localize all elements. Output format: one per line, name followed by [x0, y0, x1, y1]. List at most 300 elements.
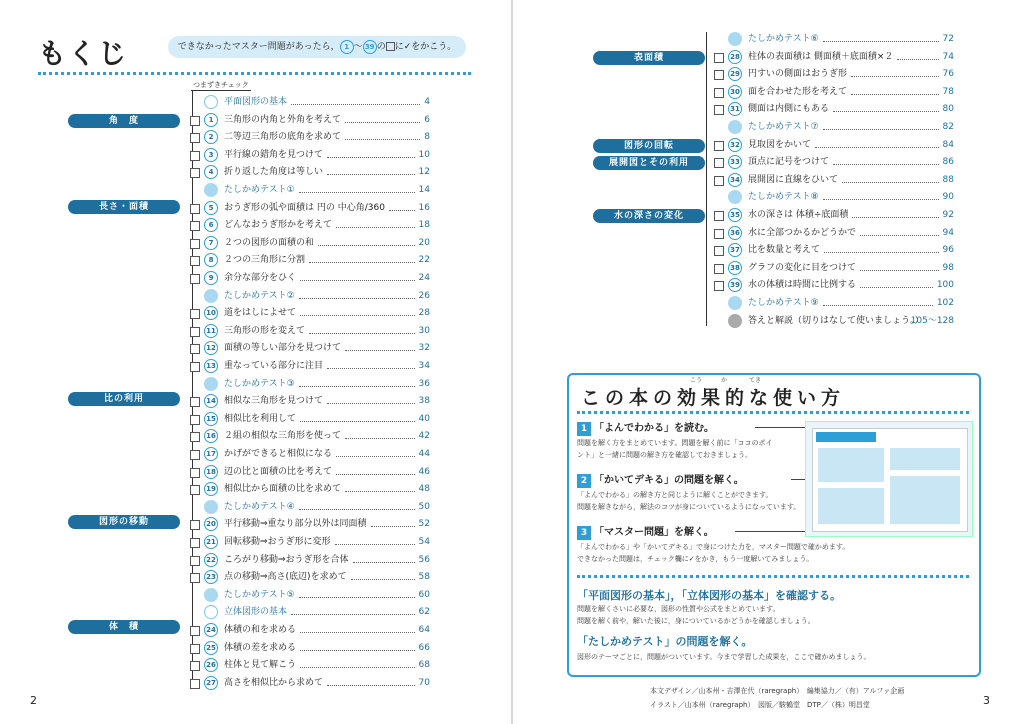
- checkbox[interactable]: [190, 520, 200, 530]
- checkbox[interactable]: [190, 573, 200, 583]
- checkbox[interactable]: [190, 309, 200, 319]
- toc-lesson-row: [190, 200, 430, 216]
- toc-lesson-row: [190, 323, 430, 339]
- lesson-title: たしかめテスト①: [224, 185, 295, 195]
- connector-line-2: [791, 479, 805, 480]
- checkbox[interactable]: [190, 397, 200, 407]
- checkbox[interactable]: [190, 415, 200, 425]
- dot-leader: [291, 104, 420, 105]
- section-basics-desc-line: 問題を解くさいに必要な，図形の性質や公式をまとめています。: [577, 605, 780, 613]
- dot-leader: [336, 474, 415, 475]
- dot-leader: [351, 579, 415, 580]
- toc-lesson-row: [190, 675, 430, 691]
- lesson-title: 面積の等しい部分を見つけて: [224, 343, 342, 354]
- page-ref: 18: [418, 220, 430, 231]
- page-ref: 80: [942, 104, 954, 115]
- page-ref: 50: [418, 501, 430, 512]
- toc-lesson-row: [190, 622, 430, 638]
- checkbox[interactable]: [714, 246, 724, 256]
- lesson-title: グラフの変化に目をつけて: [748, 262, 857, 273]
- thumbnail-block: [890, 448, 960, 470]
- dot-leader: [851, 76, 939, 77]
- left-page: [0, 0, 511, 724]
- lesson-number-badge: 22: [204, 553, 218, 567]
- dot-leader: [327, 685, 415, 686]
- howto-box: [567, 373, 981, 677]
- checkbox[interactable]: [190, 204, 200, 214]
- instruction-after: に✓をかこう。: [394, 42, 457, 52]
- checkbox[interactable]: [190, 468, 200, 478]
- dot-leader: [852, 217, 939, 218]
- page-ref: 68: [418, 660, 430, 671]
- lesson-title: 頂点に記号をつけて: [748, 157, 830, 168]
- lesson-title: かげができると相似になる: [224, 449, 333, 459]
- checkbox[interactable]: [190, 116, 200, 126]
- toc-lesson-row: [190, 112, 430, 128]
- lesson-number-badge: [204, 289, 218, 303]
- toc-lesson-row: [190, 270, 430, 286]
- toc-lesson-row: [190, 464, 430, 480]
- checkbox[interactable]: [190, 344, 200, 354]
- page-ref: 24: [418, 273, 430, 283]
- ruby-teki: てき: [749, 377, 762, 384]
- lesson-title: 円すいの側面はおうぎ形: [748, 69, 848, 80]
- dot-leader: [300, 632, 415, 633]
- lesson-number-badge: 31: [728, 102, 742, 116]
- lesson-number-badge: 27: [204, 676, 218, 690]
- lesson-title: 水の体積は時間に比例する: [748, 280, 857, 291]
- page-ref: 102: [936, 298, 954, 308]
- lesson-title: 回転移動⇒おうぎ形に変形: [224, 537, 331, 547]
- category-pill: 体 積: [68, 620, 180, 634]
- dot-leader: [823, 199, 939, 200]
- title-dotted-rule: [38, 72, 471, 75]
- dot-leader: [300, 667, 415, 668]
- checkbox[interactable]: [190, 432, 200, 442]
- category-pill: 長さ・面積: [68, 200, 180, 214]
- section-basics-desc: [577, 603, 815, 627]
- connector-line-1: [755, 427, 805, 428]
- toc-lesson-row: [190, 411, 430, 427]
- dot-leader: [345, 438, 415, 439]
- step-3-text: 「マスター問題」を解く。: [594, 527, 714, 538]
- lesson-number-badge: 25: [204, 641, 218, 655]
- lesson-number-badge: 18: [204, 465, 218, 479]
- lesson-number-badge: [204, 588, 218, 602]
- toc-test-row: [714, 119, 954, 135]
- checkbox[interactable]: [190, 485, 200, 495]
- lesson-number-badge: 36: [728, 226, 742, 240]
- lesson-title: たしかめテスト②: [224, 290, 295, 301]
- credits-line-1: 本文デザイン／山本州・吉澤在代（raregraph） 編集協力／（有）アルファ企画: [650, 687, 905, 695]
- step-2-heading: [577, 471, 744, 488]
- page-ref: 38: [418, 396, 430, 407]
- toc-lesson-row: [190, 340, 430, 356]
- instruction-checkbox: [386, 42, 395, 51]
- sample-page-thumbnail: [805, 421, 973, 537]
- instruction-num-end: 39: [363, 40, 377, 54]
- toc-lesson-row: [190, 481, 430, 497]
- page-ref: 62: [418, 607, 430, 618]
- lesson-title: 面を合わせた形を考えて: [748, 86, 848, 97]
- lesson-number-badge: [204, 183, 218, 197]
- lesson-title: ２つの図形の面積の和: [224, 237, 315, 248]
- page-ref: 46: [418, 466, 430, 477]
- checkbox[interactable]: [190, 538, 200, 548]
- thumbnail-block: [818, 488, 884, 524]
- dot-leader: [318, 245, 415, 246]
- step-3-heading: [577, 523, 714, 540]
- dot-leader: [336, 227, 415, 228]
- lesson-title: たしかめテスト③: [224, 378, 295, 389]
- lesson-title: 三角形の内角と外角を考えて: [224, 114, 342, 125]
- howto-title: この本の効果的な使い方: [581, 387, 846, 409]
- dot-leader: [823, 41, 939, 42]
- dot-leader: [345, 350, 415, 351]
- lesson-number-badge: [204, 605, 218, 619]
- lesson-number-badge: [204, 500, 218, 514]
- page-ref: 12: [418, 167, 430, 178]
- checkbox[interactable]: [714, 70, 724, 80]
- page-ref: 88: [942, 174, 954, 185]
- page-ref: 70: [418, 677, 430, 688]
- dot-leader: [327, 403, 415, 404]
- toc-section-row: [190, 604, 430, 620]
- step-2-desc-line: 「よんでわかる」の解き方と同じように解くことができます。: [577, 491, 773, 499]
- checkbox[interactable]: [190, 556, 200, 566]
- lesson-number-badge: 34: [728, 173, 742, 187]
- toc-test-row: [190, 587, 430, 603]
- toc-answer-row: [714, 313, 954, 329]
- dot-leader: [345, 122, 420, 123]
- step-1-number: 1: [577, 422, 591, 436]
- lesson-title: 答えと解説（切りはなして使いましょう。）: [748, 315, 924, 326]
- category-pill: 図形の移動: [68, 515, 180, 529]
- page-ref: 82: [942, 122, 954, 132]
- toc-lesson-row: [190, 516, 430, 532]
- lesson-number-badge: 19: [204, 482, 218, 496]
- toc-lesson-row: [190, 428, 430, 444]
- lesson-title: 見取図をかいて: [748, 139, 812, 150]
- lesson-title: 立体図形の基本: [224, 607, 288, 618]
- page-ref: 32: [418, 343, 430, 354]
- lesson-number-badge: 7: [204, 236, 218, 250]
- lesson-number-badge: 35: [728, 208, 742, 222]
- lesson-title: 柱体の表面積は 側面積＋底面積×２: [748, 51, 894, 62]
- dot-leader: [300, 280, 415, 281]
- checkbox[interactable]: [190, 450, 200, 460]
- ruby-kou: こう: [690, 377, 703, 384]
- section-test-heading: 「たしかめテスト」の問題を解く。: [577, 635, 753, 648]
- lesson-title: 側面は内側にもある: [748, 104, 830, 115]
- checkbox[interactable]: [190, 168, 200, 178]
- lesson-number-badge: [728, 190, 742, 204]
- lesson-title: 水の深さは 体積÷底面積: [748, 210, 849, 220]
- dot-leader: [345, 139, 420, 140]
- instruction-num-start: 1: [340, 40, 354, 54]
- checkbox[interactable]: [714, 141, 724, 151]
- lesson-number-badge: 17: [204, 447, 218, 461]
- lesson-number-badge: [728, 314, 742, 328]
- page-ref: 48: [418, 484, 430, 495]
- checkbox[interactable]: [714, 264, 724, 274]
- step-1-desc-line: 問題を解く方をまとめています。問題を解く前に「ココのポイ: [577, 439, 773, 447]
- lesson-number-badge: 13: [204, 359, 218, 373]
- lesson-title: 相似比を利用して: [224, 413, 297, 424]
- lesson-number-badge: 23: [204, 570, 218, 584]
- lesson-number-badge: 14: [204, 394, 218, 408]
- page-ref: 60: [418, 589, 430, 600]
- toc-lesson-row: [714, 137, 954, 153]
- step-3-desc: [577, 541, 849, 565]
- lesson-number-badge: 16: [204, 429, 218, 443]
- lesson-title: 三角形の形を変えて: [224, 325, 306, 336]
- page-ref: 66: [418, 642, 430, 653]
- lesson-title: ころがり移動⇒おうぎ形を合体: [224, 554, 349, 565]
- checkbox[interactable]: [190, 661, 200, 671]
- toc-lesson-row: [714, 84, 954, 100]
- dot-leader: [327, 157, 415, 158]
- toc-test-row: [714, 189, 954, 205]
- lesson-title: 相似な三角形を見つけて: [224, 396, 324, 407]
- lesson-number-badge: 30: [728, 85, 742, 99]
- checkbox[interactable]: [190, 362, 200, 372]
- page-ref: 4: [424, 97, 430, 107]
- checkbox[interactable]: [714, 158, 724, 168]
- page-ref: 28: [418, 308, 430, 319]
- checkbox[interactable]: [190, 133, 200, 143]
- instruction-banner: [168, 36, 466, 58]
- step-3-number: 3: [577, 526, 591, 540]
- page-ref: 98: [942, 262, 954, 273]
- lesson-title: たしかめテスト⑧: [748, 192, 819, 203]
- toc-lesson-row: [190, 164, 430, 180]
- toc-lesson-row: [190, 217, 430, 233]
- category-pill: 展開図とその利用: [593, 156, 705, 170]
- toc-lesson-row: [190, 305, 430, 321]
- lesson-title: 点の移動⇒高さ(底辺)を求めて: [224, 572, 347, 583]
- dot-leader: [851, 94, 939, 95]
- checkbox[interactable]: [714, 53, 724, 63]
- lesson-title: 展開図に直線をひいて: [748, 174, 839, 185]
- thumbnail-header: [816, 432, 876, 442]
- checkbox[interactable]: [714, 211, 724, 221]
- step-3-desc-line: 「よんでわかる」や「かいてデキる」で身につけた力を，マスター問題で確かめます。: [577, 543, 850, 551]
- page-number-left: 2: [30, 694, 37, 707]
- dot-leader: [824, 252, 939, 253]
- lesson-title: 平行線の錯角を見つけて: [224, 149, 324, 160]
- lesson-number-badge: 3: [204, 148, 218, 162]
- lesson-title: 辺の比と面積の比を考えて: [224, 466, 333, 477]
- category-pill: 比の利用: [68, 392, 180, 406]
- lesson-title: 道をはしによせて: [224, 308, 297, 319]
- page-ref: 86: [942, 157, 954, 168]
- section-basics-desc-line: 問題を解く前や，解いた後に，身についているかどうかを確認しましょう。: [577, 617, 815, 625]
- howto-divider-dots: [577, 575, 969, 578]
- dot-leader: [299, 298, 415, 299]
- lesson-number-badge: 9: [204, 271, 218, 285]
- dot-leader: [823, 129, 939, 130]
- lesson-number-badge: [728, 120, 742, 134]
- page-ref: 92: [942, 210, 954, 220]
- lesson-title: 余分な部分をひく: [224, 273, 297, 283]
- toc-lesson-row: [190, 393, 430, 409]
- dot-leader: [345, 491, 415, 492]
- dot-leader: [897, 59, 939, 60]
- lesson-number-badge: 33: [728, 155, 742, 169]
- lesson-number-badge: 8: [204, 253, 218, 267]
- ruby-ka: か: [721, 377, 728, 384]
- page-ref: 72: [942, 34, 954, 44]
- page-ref: 90: [942, 192, 954, 203]
- lesson-title: 相似比から面積の比を求めて: [224, 484, 342, 495]
- page-ref: 16: [418, 202, 430, 213]
- instruction-text: できなかったマスター問題があったら，: [177, 42, 340, 52]
- lesson-title: たしかめテスト⑤: [224, 589, 295, 600]
- dot-leader: [309, 333, 415, 334]
- checkbox[interactable]: [190, 256, 200, 266]
- page-ref: 22: [418, 255, 430, 266]
- dot-leader: [815, 147, 939, 148]
- dot-leader: [300, 315, 415, 316]
- lesson-number-badge: 21: [204, 535, 218, 549]
- lesson-number-badge: 12: [204, 341, 218, 355]
- lesson-title: ２つの三角形に分割: [224, 255, 306, 266]
- step-3-desc-line: できなかった問題は，チェック欄に✓をかき，もう一度解いてみましょう。: [577, 555, 814, 563]
- checkbox[interactable]: [190, 221, 200, 231]
- lesson-title: 平行移動⇒重なり部分以外は同面積: [224, 519, 367, 530]
- lesson-number-badge: 37: [728, 243, 742, 257]
- toc-test-row: [714, 295, 954, 311]
- checkbox[interactable]: [190, 644, 200, 654]
- lesson-title: 体積の差を求める: [224, 642, 297, 653]
- category-pill: 水の深さの変化: [593, 209, 705, 223]
- lesson-number-badge: 1: [204, 113, 218, 127]
- toc-lesson-row: [190, 640, 430, 656]
- toc-test-row: [190, 499, 430, 515]
- page-ref: 30: [418, 325, 430, 336]
- toc-lesson-row: [714, 242, 954, 258]
- check-column-rule-right: [706, 32, 707, 326]
- lesson-number-badge: 39: [728, 278, 742, 292]
- toc-test-row: [190, 376, 430, 392]
- step-1-text: 「よんでわかる」を読む。: [594, 423, 714, 434]
- section-basics-heading: 「平面図形の基本」，「立体図形の基本」を確認する。: [577, 589, 841, 602]
- lesson-number-badge: 11: [204, 324, 218, 338]
- lesson-title: 体積の和を求める: [224, 625, 297, 635]
- lesson-number-badge: 4: [204, 165, 218, 179]
- page-ref: 20: [418, 237, 430, 248]
- dot-leader: [371, 526, 415, 527]
- lesson-title: 折り返した角度は等しい: [224, 167, 324, 178]
- checkbox[interactable]: [190, 327, 200, 337]
- toc-lesson-row: [190, 569, 430, 585]
- toc-lesson-row: [714, 260, 954, 276]
- page-ref: 44: [418, 449, 430, 459]
- credits-line-2: イラスト／山本州（raregraph） 図版／駿鶴堂 DTP／（株）明昌堂: [650, 701, 870, 709]
- page-ref: 34: [418, 361, 430, 371]
- checkbox[interactable]: [190, 626, 200, 636]
- dot-leader: [389, 210, 415, 211]
- toc-lesson-row: [714, 101, 954, 117]
- lesson-number-badge: 38: [728, 261, 742, 275]
- step-1-desc-line: ント」と一緒に問題の解き方を確認しておきましょう。: [577, 451, 752, 459]
- lesson-number-badge: [728, 32, 742, 46]
- dot-leader: [860, 270, 939, 271]
- instruction-tilde: ～: [353, 42, 363, 52]
- page-title: もくじ: [38, 37, 129, 70]
- lesson-title: ２組の相似な三角形を使って: [224, 431, 342, 442]
- dot-leader: [327, 368, 415, 369]
- step-2-desc-line: 問題を解きながら，解法のコツが身についているようになっています。: [577, 503, 801, 511]
- checkbox[interactable]: [190, 151, 200, 161]
- toc-lesson-row: [714, 49, 954, 65]
- lesson-title: 比を数量と考えて: [748, 245, 821, 256]
- checkbox[interactable]: [714, 281, 724, 291]
- dot-leader: [823, 305, 933, 306]
- step-1-desc: [577, 437, 772, 461]
- page-ref: 54: [418, 537, 430, 547]
- page-ref: 8: [424, 132, 430, 143]
- page-ref: 10: [418, 149, 430, 160]
- page-ref: 84: [942, 139, 954, 150]
- checkbox[interactable]: [190, 239, 200, 249]
- page-ref: 64: [418, 625, 430, 635]
- section-test-desc-line: 図形のテーマごとに，問題がついています。今まで学習した成果を，ここで確かめましょう。: [577, 653, 871, 661]
- checkbox[interactable]: [714, 88, 724, 98]
- toc-lesson-row: [190, 147, 430, 163]
- section-test-desc: [577, 651, 870, 663]
- page-ref: 6: [424, 114, 430, 125]
- toc-lesson-row: [190, 552, 430, 568]
- lesson-number-badge: 28: [728, 50, 742, 64]
- checkbox[interactable]: [714, 229, 724, 239]
- howto-dotted-rule: [577, 411, 969, 414]
- toc-lesson-row: [714, 207, 954, 223]
- toc-lesson-row: [190, 446, 430, 462]
- dot-leader: [860, 235, 939, 236]
- connector-line-3: [735, 531, 805, 532]
- lesson-number-badge: 15: [204, 412, 218, 426]
- toc-lesson-row: [714, 154, 954, 170]
- toc-lesson-row: [714, 225, 954, 241]
- checkbox[interactable]: [714, 105, 724, 115]
- checkbox[interactable]: [714, 176, 724, 186]
- lesson-title: 平面図形の基本: [224, 97, 288, 107]
- dot-leader: [336, 456, 415, 457]
- checkbox[interactable]: [190, 679, 200, 689]
- lesson-number-badge: 10: [204, 306, 218, 320]
- thumbnail-block: [890, 476, 960, 524]
- dot-leader: [299, 192, 415, 193]
- toc-test-row: [190, 288, 430, 304]
- dot-leader: [860, 287, 933, 288]
- toc-lesson-row: [190, 358, 430, 374]
- lesson-number-badge: 5: [204, 201, 218, 215]
- lesson-number-badge: 32: [728, 138, 742, 152]
- step-2-text: 「かいてデキる」の問題を解く。: [594, 475, 744, 486]
- page-ref: 76: [942, 69, 954, 80]
- page-ref: 14: [418, 185, 430, 195]
- page-ref: 36: [418, 378, 430, 389]
- dot-leader: [299, 386, 415, 387]
- page-ref: 52: [418, 519, 430, 530]
- category-pill: 表面積: [593, 51, 705, 65]
- lesson-number-badge: [204, 377, 218, 391]
- checkbox[interactable]: [190, 274, 200, 284]
- dot-leader: [300, 421, 415, 422]
- thumbnail-block: [818, 448, 884, 482]
